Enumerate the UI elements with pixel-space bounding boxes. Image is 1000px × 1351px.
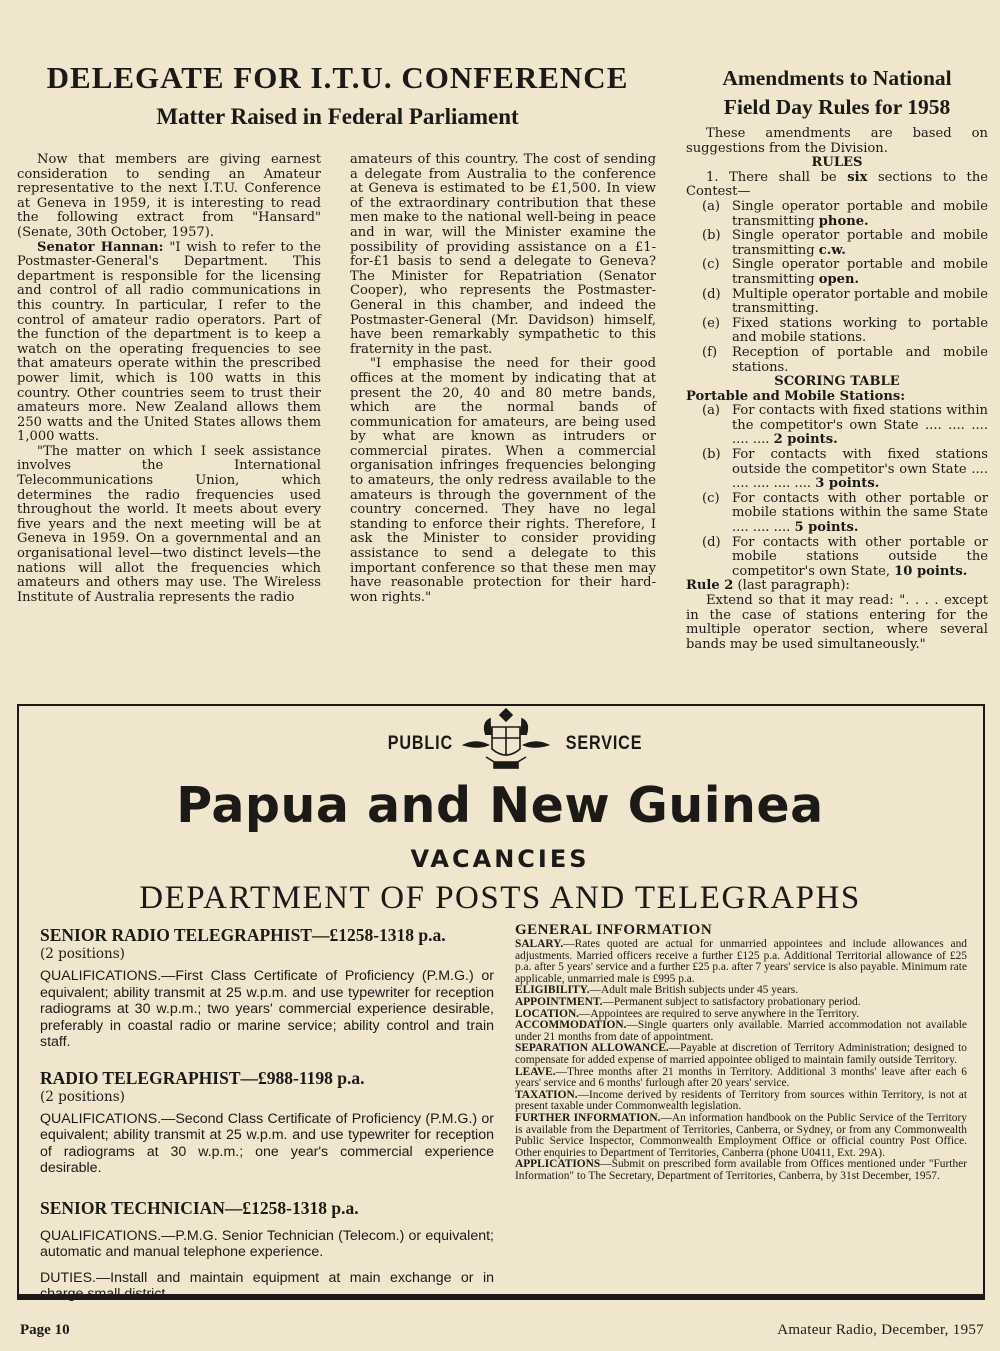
job-listings [40,924,494,1303]
speaker-name: Senator Hannan: [37,239,164,255]
general-info-item [515,1020,967,1043]
article-paragraph: "I emphasise the need for their good offices at the moment by indicating that at present the 20, 40 and 80 metre bands, which are the normal bands of communication for amateurs, are being used by what are known as intruders or commercial pirates. When a commercial organisation infringes frequencies belonging to amateurs, the only redress available to the amateurs is through the government of the country concerned. They have no legal standing to enforce their rights. Therefore, I ask the Minister to consider providing assistance to send a delegate to this important conference so that these men may have reasonable protection for their hard-won rights." [350,356,656,605]
page-number: Page 10 [20,1322,70,1338]
scoring-item-label: (a) [702,403,721,419]
rule-1-text-end: sections to the Contest— [686,169,988,200]
rule-2-label: Rule 2 [686,578,734,594]
scoring-item [686,404,988,448]
general-info-item [515,1043,967,1066]
scoring-list [686,404,988,579]
scoring-item-emphasis: 2 points. [773,432,838,448]
section-item-label: (b) [702,228,721,244]
scoring-item-text [732,404,988,448]
scoring-item [686,448,988,492]
article-paragraph: "The matter on which I seek assistance involves the International Telecommunications Union, which determines the radio frequencies used throughout the world. It meets about every five years and the next meeting will be at Geneva in 1959. On a governmental and an organisational level—two distinct levels—the nations will allot the frequencies which amateurs and others may use. The Wireless Institute of Australia represents the radio [17,443,321,605]
public-label: PUBLIC [387,733,453,754]
general-info-key: SEPARATION ALLOWANCE. [515,1042,669,1055]
job-listing [40,924,494,1051]
job-positions: (2 positions) [40,946,125,962]
section-item-label: (e) [702,315,720,331]
section-item-emphasis: open. [818,271,860,287]
speech-text: "I wish to refer to the Postmaster-General's Department. This department is responsible for the licensing and control of all radio communications in this country. In particular, I refer to the control of amateur radio operators. Part of the function of the department is to keep a watch on the operating frequencies to see that amateurs operate within the prescribed power limit, which is 100 watts in this country. Other countries seem to trust their amateurs more. New Zealand allows them 250 watts and the United States allows them 1,000 watts. [17,239,321,445]
vacancies-heading: VACANCIES [410,845,590,873]
general-info-value: —Single quarters only available. Married accommodation not available under 21 months from date of appointment. [515,1019,967,1043]
portable-heading [686,390,988,405]
scoring-item-emphasis: 5 points. [794,520,859,536]
job-listing [40,1197,494,1303]
general-info-value: —An information handbook on the Public Service of the Territory is available from the Department of Territories, Canberra, or Sydney, or from any Commonwealth Public Service Inspector, Commonwealth Employment Office or official country Post Office. Other enquiries to Department of Territories, Canberra (phone U0411, Ext. 29A). [515,1111,967,1159]
section-item-text [732,346,988,375]
article-subtitle: Matter Raised in Federal Parliament [156,104,519,129]
department-heading: DEPARTMENT OF POSTS AND TELEGRAPHS [139,880,861,916]
job-title: RADIO TELEGRAPHIST—£988-1198 p.a. [40,1067,365,1088]
scoring-heading: SCORING TABLE [774,374,900,390]
general-info-key: APPOINTMENT. [515,995,603,1008]
scoring-item [686,492,988,536]
section-item-label: (d) [702,286,721,302]
section-item-body: Multiple operator portable and mobile transmitting. [732,286,988,317]
general-info-item [515,939,967,985]
general-information-list [515,939,967,1182]
general-information [515,921,967,1182]
article-paragraph [17,241,321,445]
section-item-body: Fixed stations working to portable and mobile stations. [732,315,988,346]
general-info-key: APPLICATIONS [515,1158,601,1171]
scoring-item-body: For contacts with fixed stations within the competitor's own State .... .... .... .... .... [732,403,988,448]
section-item-body: Single operator portable and mobile transmitting [732,257,988,287]
general-information-heading: GENERAL INFORMATION [515,922,713,938]
general-info-value: —Payable at discretion of Territory Administration; designed to compensate for added expense of married appointee obliged to maintain family outside Territory. [515,1042,967,1066]
scoring-item-text [732,536,988,580]
section-item-emphasis: c.w. [818,242,846,258]
job-qualifications: QUALIFICATIONS.—Second Class Certificate of Proficiency (P.M.G.) or equivalent; ability transmit at 25 w.p.m. and use typewriter for reception of radiograms at 30 w.p.m.; one year's commercial experience desirable. [40,1110,494,1176]
section-item-text [732,288,988,317]
scoring-item [686,536,988,580]
scoring-item-body: For contacts with other portable or mobile stations outside the competitor's own State, [732,534,988,579]
portable-heading-text: Portable and Mobile Stations: [686,388,906,404]
section-item-text [732,317,988,346]
amendments-title [686,64,988,122]
job-duties: DUTIES.—Install and maintain equipment at main exchange or in charge small district. [40,1269,494,1302]
scoring-item-emphasis: 10 points. [894,563,968,579]
general-info-value: —Income derived by residents of Territory from sources within Territory, is not at present taxable under Commonwealth legislation. [515,1088,967,1113]
general-info-key: FURTHER INFORMATION. [515,1111,661,1124]
section-item [686,317,988,346]
rule-1 [686,171,988,200]
general-info-key: ACCOMMODATION. [515,1019,627,1032]
scoring-item-label: (b) [702,447,721,463]
section-item-text [732,258,988,287]
section-item [686,288,988,317]
scoring-item-text [732,448,988,492]
scoring-item-text [732,492,988,536]
section-item-label: (f) [702,344,718,360]
amendments-intro: These amendments are based on suggestions from the Division. [686,126,988,156]
scoring-item-body: For contacts with other portable or mobile stations within the same State .... .... .... [732,490,988,536]
scoring-item-label: (d) [702,534,721,550]
amendments-column [686,127,988,652]
general-info-value: —Rates quoted are actual for unmarried appointees and include allowances and adjustments. Married officers receive a further £125 p.a. Additional Territorial allowance of £25 p.a. after 5 years' service and a further £25 p.a. after 7 years' service is also payable. Minimum rate applicable, unmarried male is £995 p.a. [515,938,967,985]
article-paragraph: Now that members are giving earnest consideration to sending an Amateur representative to the next I.T.U. Conference at Geneva in 1959, it is interesting to read the following extract from "Hansard" (Senate, 30th October, 1957). [17,152,321,240]
section-item-label: (c) [702,257,720,273]
general-info-key: ELIGIBILITY. [515,984,590,997]
article-title: DELEGATE FOR I.T.U. CONFERENCE [46,60,629,95]
amendments-title-line2: Field Day Rules for 1958 [723,95,951,119]
rule-2-heading [686,579,988,594]
ad-title: Papua and New Guinea [176,777,824,834]
job-qualifications: QUALIFICATIONS.—P.M.G. Senior Technician (Telecom.) or equivalent; automatic and manual telephone experience. [40,1227,494,1260]
section-item-text [732,200,988,229]
service-label: SERVICE [565,733,643,754]
scoring-item-body: For contacts with fixed stations outside the competitor's own State .... .... .... .... .... [732,447,988,492]
general-info-item [515,1067,967,1090]
section-item-text [732,229,988,258]
rule-2-paren: (last paragraph): [733,578,850,594]
rules-heading: RULES [811,155,863,171]
article-column-2 [350,153,656,605]
general-info-value: —Adult male British subjects under 45 years. [589,984,799,997]
rule-1-text: 1. There shall be [706,169,848,185]
section-item [686,200,988,229]
section-item-body: Reception of portable and mobile stations. [732,344,988,375]
general-info-item [515,1090,967,1113]
job-listing [40,1067,494,1177]
publication-line: Amateur Radio, December, 1957 [777,1322,984,1338]
rule-2-text: Extend so that it may read: ". . . . except in the case of stations entering for the multiple operator section, where several bands may be used simultaneously." [686,593,988,652]
section-item-emphasis: phone. [818,213,869,229]
scoring-item-label: (c) [702,490,720,506]
amendments-title-line1: Amendments to National [722,66,952,90]
general-info-value: —Three months after 21 months in Territory. Additional 3 months' leave after each 6 years' service and 6 months' furlough after 20 years' service. [515,1065,967,1090]
job-title: SENIOR TECHNICIAN—£1258-1318 p.a. [40,1197,359,1218]
section-item [686,346,988,375]
article-paragraph: amateurs of this country. The cost of sending a delegate from Australia to the conference at Geneva is estimated to be £1,500. In view of the extraordinary contribution that these men make to the national well-being in peace and in war, will the Minister examine the possibility of providing assistance on a £1-for-£1 basis to send a delegate to Geneva? The Minister for Repatriation (Senator Cooper), who represents the Postmaster-General in this chamber, and indeed the Postmaster-General (Mr. Davidson) himself, have been remarkably sympathetic to this fraternity in the past. [350,152,656,357]
job-title: SENIOR RADIO TELEGRAPHIST—£1258-1318 p.a. [40,925,446,945]
general-info-value: —Appointees are required to serve anywhere in the Territory. [579,1007,860,1020]
article-column-1 [17,153,321,605]
general-info-value: —Submit on prescribed form available from Offices mentioned under "Further Information" to The Secretary, Department of Territories, Canberra, by 31st December, 1957. [515,1158,967,1182]
general-info-item [515,1113,967,1159]
job-positions: (2 positions) [40,1088,125,1105]
section-item-body: Single operator portable and mobile transmitting [732,198,988,229]
section-item-body: Single operator portable and mobile transmitting [732,228,988,258]
general-info-key: TAXATION. [515,1088,578,1101]
general-info-item [515,1159,967,1182]
rule-1-count: six [847,169,868,185]
general-info-value: —Permanent subject to satisfactory probationary period. [602,995,861,1008]
section-item [686,229,988,258]
general-info-key: LOCATION. [515,1007,580,1020]
general-info-key: SALARY. [515,938,564,950]
scoring-item-emphasis: 3 points. [815,476,880,492]
job-qualifications: QUALIFICATIONS.—First Class Certificate of Proficiency (P.M.G.) or equivalent; ability transmit at 25 w.p.m. and use typewriter for reception radiograms at 30 w.p.m.; two years' commercial experience desirable, preferably in coastal radio or marine service; ability control and train staff. [40,968,494,1050]
sections-list [686,200,988,375]
section-item-label: (a) [702,198,721,214]
section-item [686,258,988,287]
general-info-key: LEAVE. [515,1065,556,1078]
coat-of-arms-icon [456,705,556,775]
